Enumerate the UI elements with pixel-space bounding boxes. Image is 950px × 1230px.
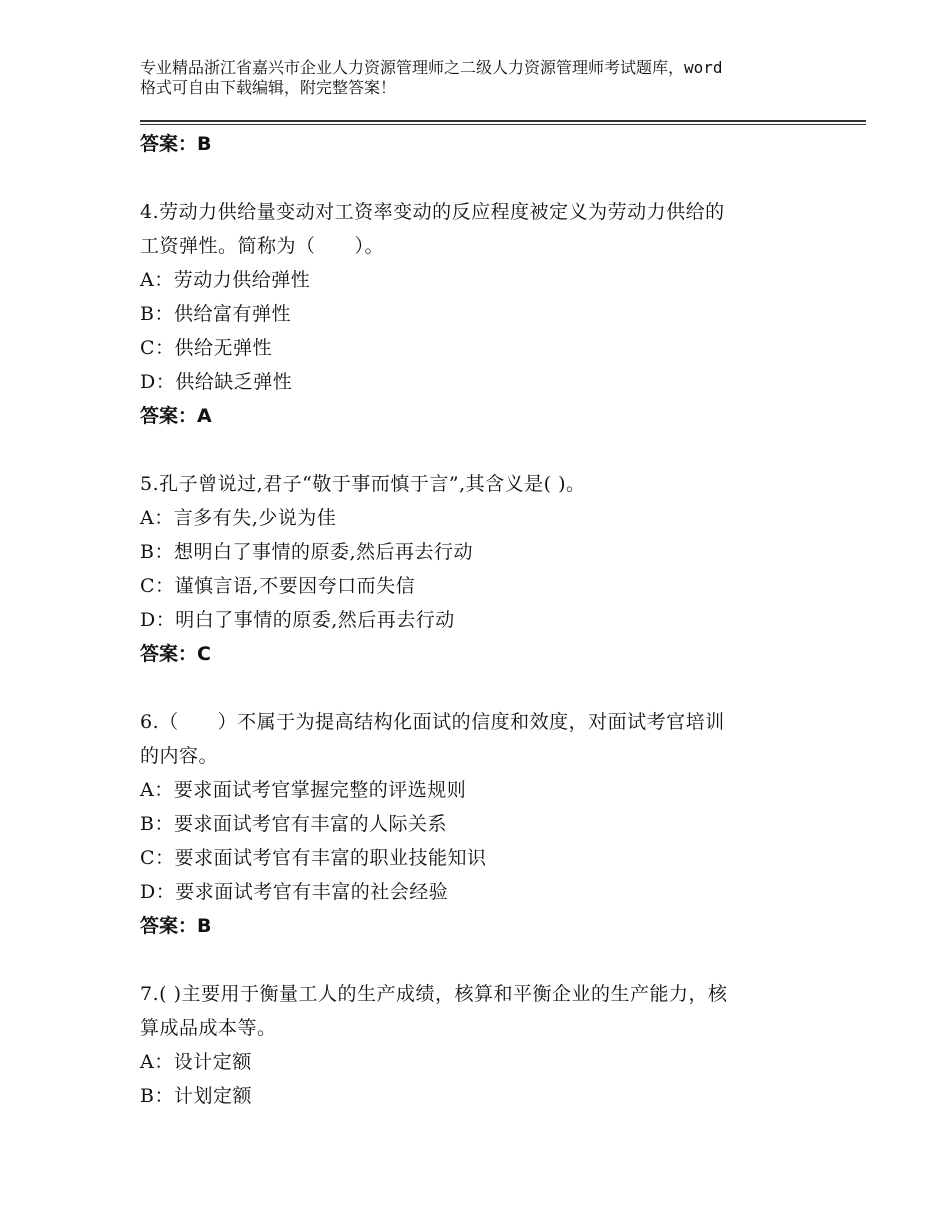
question-text: 7.( )主要用于衡量工人的生产成绩，核算和平衡企业的生产能力，核 [140, 983, 728, 1005]
option-c: C：供给无弹性 [140, 337, 273, 359]
answer-label: 答案：A [140, 405, 212, 427]
option-b: B：要求面试考官有丰富的人际关系 [140, 813, 447, 835]
option-a: A：设计定额 [140, 1051, 252, 1073]
option-c: C：要求面试考官有丰富的职业技能知识 [140, 847, 487, 869]
question-text: 的内容。 [140, 745, 219, 767]
header-divider-thin [140, 124, 866, 125]
option-b: B：供给富有弹性 [140, 303, 291, 325]
question-4 [140, 195, 830, 433]
question-text: 6.（ ）不属于为提高结构化面试的信度和效度，对面试考官培训 [140, 711, 725, 733]
option-d: D：要求面试考官有丰富的社会经验 [140, 881, 449, 903]
option-a: A：劳动力供给弹性 [140, 269, 311, 291]
header-line-1: 专业精品浙江省嘉兴市企业人力资源管理师之二级人力资源管理师考试题库，word [140, 58, 723, 77]
option-b: B：想明白了事情的原委,然后再去行动 [140, 541, 474, 563]
option-d: D：明白了事情的原委,然后再去行动 [140, 609, 455, 631]
question-text: 工资弹性。简称为（ ）。 [140, 235, 385, 257]
document-header [140, 58, 840, 98]
question-5 [140, 467, 830, 671]
option-c: C：谨慎言语,不要因夸口而失信 [140, 575, 416, 597]
header-divider-thick [140, 120, 866, 122]
question-text: 4.劳动力供给量变动对工资率变动的反应程度被定义为劳动力供给的 [140, 201, 725, 223]
answer-label: 答案：B [140, 133, 212, 155]
question-7 [140, 977, 830, 1113]
question-text: 算成品成本等。 [140, 1017, 277, 1039]
option-a: A：要求面试考官掌握完整的评选规则 [140, 779, 467, 801]
answer-label: 答案：B [140, 915, 212, 937]
question-6 [140, 705, 830, 943]
option-b: B：计划定额 [140, 1085, 252, 1107]
option-a: A：言多有失,少说为佳 [140, 507, 337, 529]
question-list [140, 127, 830, 1113]
answer-label: 答案：C [140, 643, 211, 665]
header-line-2: 格式可自由下载编辑，附完整答案！ [140, 78, 397, 97]
option-d: D：供给缺乏弹性 [140, 371, 293, 393]
question-text: 5.孔子曾说过,君子“敬于事而慎于言”,其含义是( )。 [140, 473, 586, 495]
